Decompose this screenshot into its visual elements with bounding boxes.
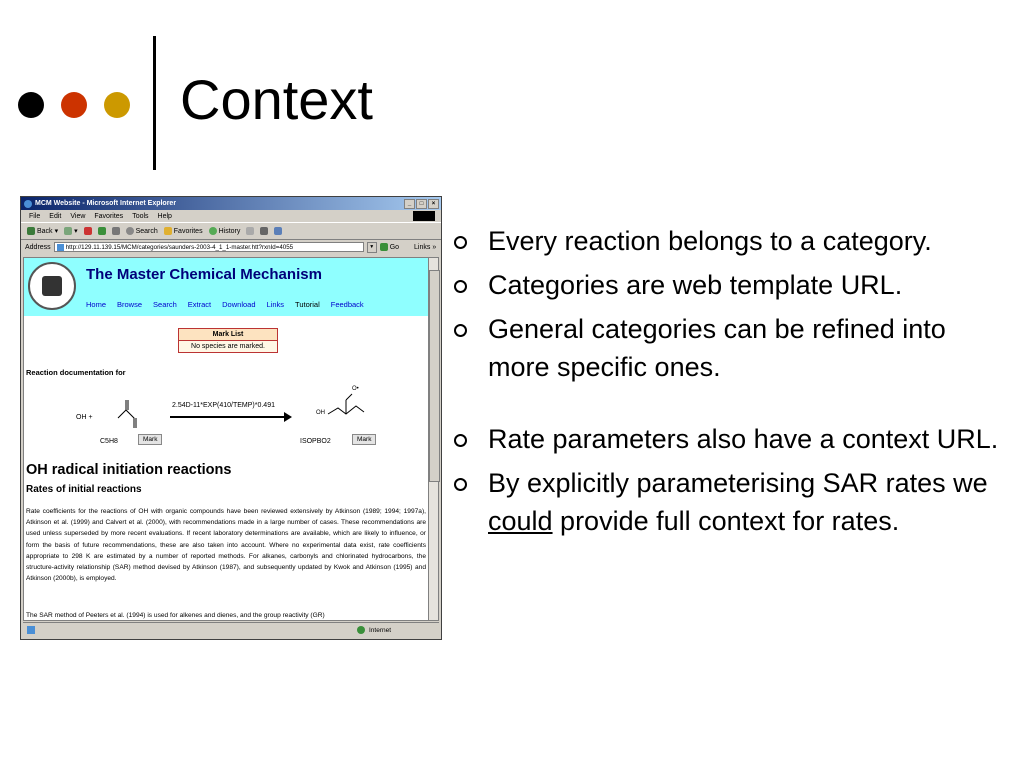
back-button[interactable]: Back ▾ <box>27 227 58 235</box>
maximize-button[interactable]: □ <box>416 199 427 209</box>
page-viewport <box>23 257 429 621</box>
reaction-paragraph-2: The SAR method of Peeters et al. (1994) is used for alkenes and dienes, and the group reactivity (GR) <box>26 612 325 619</box>
bullet-item: Categories are web template URL. <box>452 266 1012 304</box>
dot-red <box>61 92 87 118</box>
dot-gold <box>104 92 130 118</box>
bullet-item: Every reaction belongs to a category. <box>452 222 1012 260</box>
menu-bar <box>21 210 441 222</box>
address-bar <box>21 240 441 254</box>
go-button[interactable]: Go <box>380 243 399 251</box>
dot-black <box>18 92 44 118</box>
bullet-item: By explicitly parameterising SAR rates we could provide full context for rates. <box>452 464 1012 540</box>
search-icon <box>126 227 134 235</box>
browser-window <box>20 196 442 640</box>
bullet-item: General categories can be refined into more specific ones. <box>452 310 1012 386</box>
nav-search[interactable]: Search <box>153 300 177 309</box>
vertical-scrollbar[interactable] <box>428 257 439 621</box>
status-bar <box>23 622 439 637</box>
back-arrow-icon <box>27 227 35 235</box>
site-nav <box>86 300 364 309</box>
page-done-icon <box>27 626 35 634</box>
reactant-species: C5H8 <box>100 438 118 445</box>
subsection-title: Rates of initial reactions <box>26 484 142 495</box>
section-title: OH radical initiation reactions <box>26 462 232 478</box>
nav-home[interactable]: Home <box>86 300 107 309</box>
menu-edit[interactable]: Edit <box>49 212 62 220</box>
address-input[interactable]: http://129.11.139.15/MCM/categories/saunders-2003-4_1_1-master.htt?rxnId=4055 <box>54 242 364 252</box>
title-bar <box>21 197 441 210</box>
internet-zone-icon <box>357 626 365 634</box>
slide-title: Context <box>180 68 373 131</box>
mark-list-panel <box>178 328 278 353</box>
emphasis-could: could <box>488 506 553 536</box>
product-oh-label: OH <box>316 410 325 416</box>
site-title: The Master Chemical Mechanism <box>86 266 322 283</box>
favorites-button[interactable]: Favorites <box>164 227 203 235</box>
mcm-header <box>24 258 428 316</box>
mark-list-title: Mark List <box>179 329 277 341</box>
address-label: Address <box>25 243 51 251</box>
reaction-arrow <box>170 416 290 418</box>
page-icon <box>57 244 64 251</box>
reaction-diagram <box>24 388 424 458</box>
toolbar <box>21 222 441 240</box>
search-button[interactable]: Search <box>126 227 158 235</box>
forward-arrow-icon <box>64 227 72 235</box>
title-divider <box>153 36 156 170</box>
menu-favorites[interactable]: Favorites <box>94 212 124 220</box>
university-logo <box>28 262 76 310</box>
refresh-icon[interactable] <box>98 227 106 235</box>
history-icon <box>209 227 217 235</box>
windows-logo-icon <box>413 211 435 221</box>
print-icon[interactable] <box>260 227 268 235</box>
bullet-list <box>452 222 1012 546</box>
forward-button[interactable]: ▾ <box>64 227 78 235</box>
links-label[interactable]: Links » <box>414 243 437 251</box>
reactant-label: OH + <box>76 414 93 421</box>
nav-feedback[interactable]: Feedback <box>330 300 364 309</box>
address-dropdown-icon[interactable]: ▼ <box>367 242 377 253</box>
nav-tutorial[interactable]: Tutorial <box>295 300 320 309</box>
favorites-icon <box>164 227 172 235</box>
bullet-item: Rate parameters also have a context URL. <box>452 420 1012 458</box>
nav-links[interactable]: Links <box>266 300 285 309</box>
mark-product-button[interactable]: Mark <box>352 434 376 445</box>
menu-tools[interactable]: Tools <box>132 212 149 220</box>
nav-extract[interactable]: Extract <box>187 300 212 309</box>
product-structure <box>324 388 370 424</box>
rate-expression: 2.54D-11*EXP(410/TEMP)*0.491 <box>172 402 275 409</box>
edit-icon[interactable] <box>274 227 282 235</box>
status-zone: Internet <box>369 626 392 634</box>
reaction-doc-label: Reaction documentation for <box>26 368 126 377</box>
go-arrow-icon <box>380 243 388 251</box>
reaction-paragraph: Rate coefficients for the reactions of OH with organic compounds have been reviewed extensively by Atkinson (1989; 1994; 1997a), Atkinson et al. (1999) and Calvert et al. (2000), with recommendations made in a large number of cases. These recommendations are used unless superseded by more recent evaluations. If recent laboratory determinations are available, which are likely to influence, or form the basis of future recommendations, these are also taken into account. Where no experimental data exist, rate coefficients appropriate to 298 K are estimated by a number of reported methods. For alkanes, carbonyls and chlorinated hydrocarbons, the structure-activity relationship (SAR) method devised by Atkinson (1987), and subsequently updated by Kwok and Atkinson (1995) and Atkinson (2000b), is employed. <box>26 508 426 583</box>
menu-help[interactable]: Help <box>157 212 172 220</box>
menu-file[interactable]: File <box>29 212 41 220</box>
product-species: ISOPBO2 <box>300 438 331 445</box>
menu-view[interactable]: View <box>70 212 86 220</box>
minimize-button[interactable]: _ <box>404 199 415 209</box>
ie-icon <box>24 200 32 208</box>
history-button[interactable]: History <box>209 227 241 235</box>
mark-list-text: No species are marked. <box>191 343 265 350</box>
isoprene-structure <box>114 396 154 430</box>
mark-reactant-button[interactable]: Mark <box>138 434 162 445</box>
stop-icon[interactable] <box>84 227 92 235</box>
window-title: MCM Website - Microsoft Internet Explorer <box>35 200 177 207</box>
product-o-radical-label: O• <box>352 386 359 392</box>
close-button[interactable]: × <box>428 199 439 209</box>
home-icon[interactable] <box>112 227 120 235</box>
nav-download[interactable]: Download <box>222 300 256 309</box>
mail-icon[interactable] <box>246 227 254 235</box>
nav-browse[interactable]: Browse <box>117 300 143 309</box>
scrollbar-thumb[interactable] <box>429 270 440 482</box>
